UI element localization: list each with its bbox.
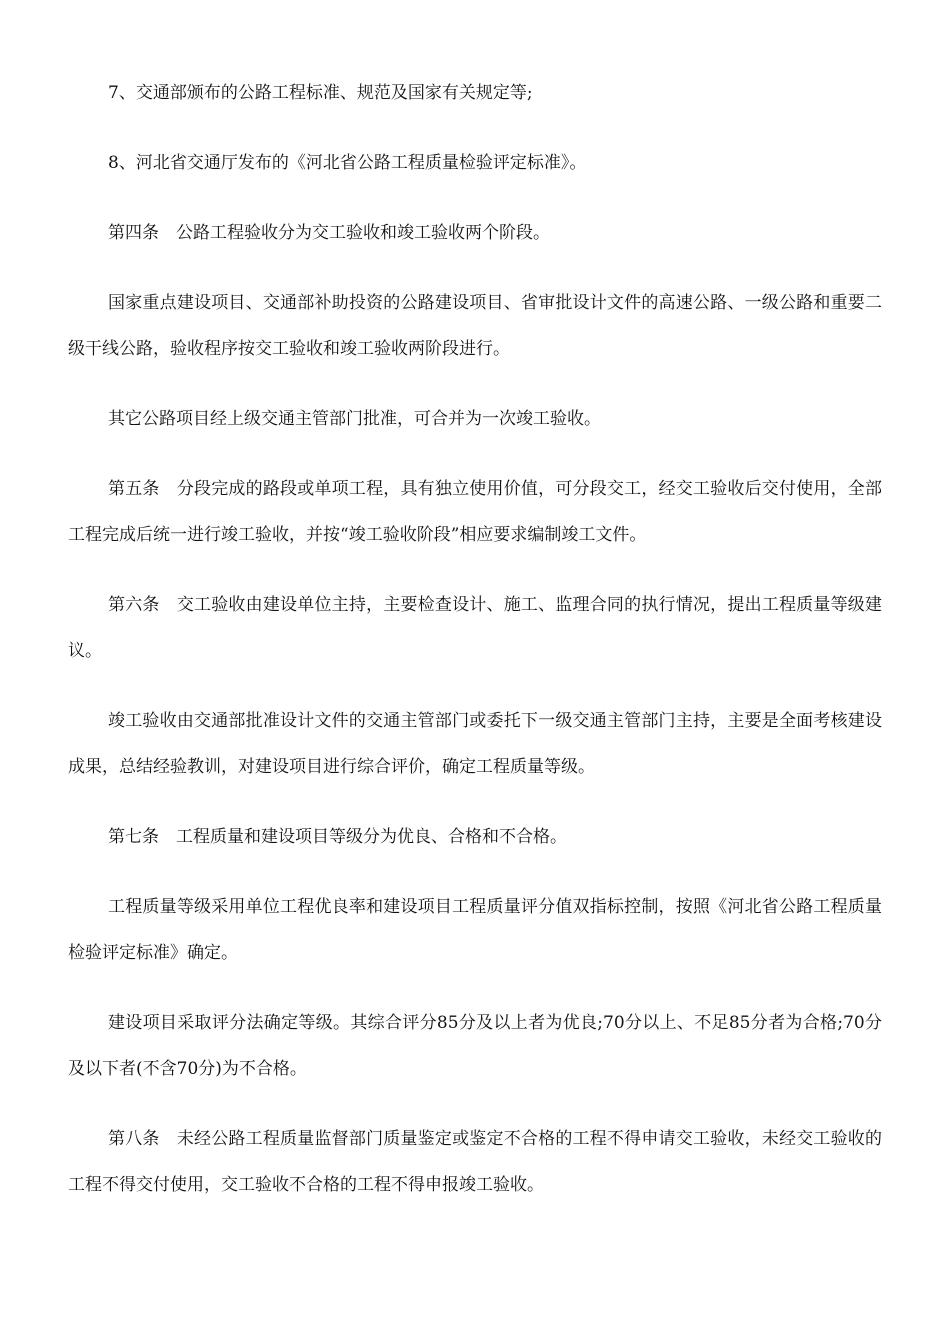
document-body [68, 70, 882, 1232]
paragraph-completion-acceptance: 竣工验收由交通部批准设计文件的交通主管部门或委托下一级交通主管部门主持，主要是全面考核建设成果，总结经验教训，对建设项目进行综合评价，确定工程质量等级。 [68, 711, 882, 777]
paragraph-two-stage-acceptance: 国家重点建设项目、交通部补助投资的公路建设项目、省审批设计文件的高速公路、一级公路和重要二级干线公路，验收程序按交工验收和竣工验收两阶段进行。 [68, 293, 882, 359]
paragraph-scoring-method: 建设项目采取评分法确定等级。其综合评分85分及以上者为优良;70分以上、不足85分者为合格;70分及以下者(不含70分)为不合格。 [68, 1013, 882, 1079]
article-4: 第四条 公路工程验收分为交工验收和竣工验收两个阶段。 [108, 223, 550, 243]
article-5: 第五条 分段完成的路段或单项工程，具有独立使用价值，可分段交工，经交工验收后交付使用，全部工程完成后统一进行竣工验收，并按“竣工验收阶段”相应要求编制竣工文件。 [68, 479, 882, 545]
article-6: 第六条 交工验收由建设单位主持，主要检查设计、施工、监理合同的执行情况，提出工程质量等级建议。 [68, 595, 882, 661]
paragraph-quality-grade: 工程质量等级采用单位工程优良率和建设项目工程质量评分值双指标控制，按照《河北省公路工程质量检验评定标准》确定。 [68, 897, 882, 963]
paragraph-item-8: 8、河北省交通厅发布的《河北省公路工程质量检验评定标准》。 [108, 153, 587, 173]
paragraph-merged-acceptance: 其它公路项目经上级交通主管部门批准，可合并为一次竣工验收。 [108, 409, 601, 429]
article-7: 第七条 工程质量和建设项目等级分为优良、合格和不合格。 [108, 827, 567, 847]
paragraph-item-7: 7、交通部颁布的公路工程标准、规范及国家有关规定等; [108, 83, 533, 103]
article-8: 第八条 未经公路工程质量监督部门质量鉴定或鉴定不合格的工程不得申请交工验收，未经交工验收的工程不得交付使用，交工验收不合格的工程不得申报竣工验收。 [68, 1129, 882, 1195]
